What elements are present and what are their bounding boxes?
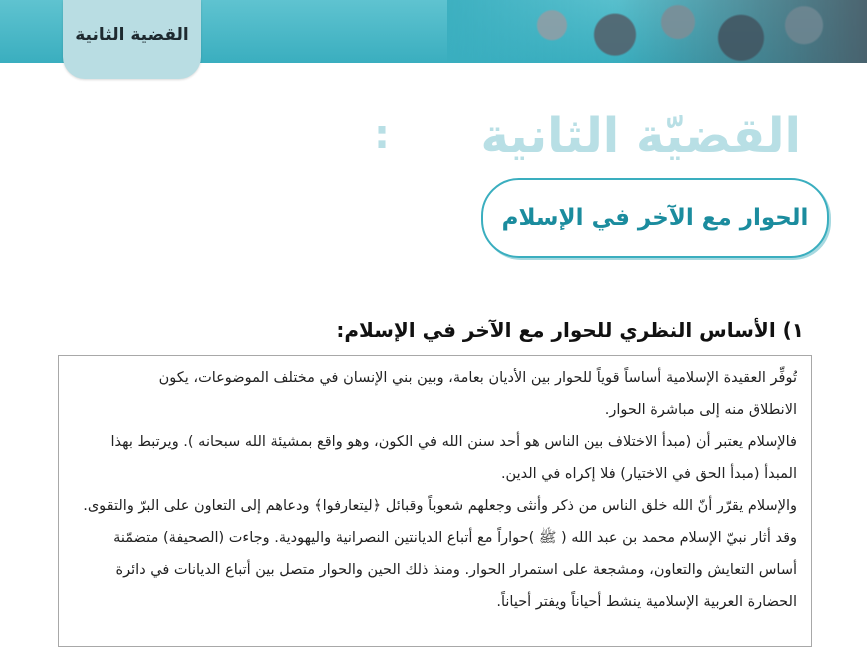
section-heading: ١) الأساس النظري للحوار مع الآخر في الإسلام: bbox=[336, 318, 804, 342]
chapter-tab-label: القضية الثانية bbox=[75, 24, 189, 45]
body-line: فالإسلام يعتبر أن (مبدأ الاختلاف بين الناس هو أحد سنن الله في الكون، وهو واقع بمشيئة الله سبحانه ). ويرتبط بهذا bbox=[110, 434, 797, 450]
chapter-subtitle-pill bbox=[481, 178, 829, 258]
body-line: وقد أثار نبيّ الإسلام محمد بن عبد الله ( ﷺ )حواراً مع أتباع الديانتين النصرانية واليهودية. وجاءت (الصحيفة) متضمّنة bbox=[113, 530, 797, 546]
chapter-tab bbox=[63, 0, 201, 79]
body-line: أساس التعايش والتعاون، ومشجعة على استمرار الحوار. ومنذ ذلك الحين والحوار متصل بين أتباع الديانات في دائرة bbox=[115, 562, 797, 578]
body-line: والإسلام يقرّر أنّ الله خلق الناس من ذكر وأنثى وجعلهم شعوباً وقبائل ﴿ليتعارفوا﴾ ودعاهم إلى التعاون على البرّ والتقوى. bbox=[83, 498, 797, 514]
chapter-subtitle: الحوار مع الآخر في الإسلام bbox=[501, 205, 809, 231]
body-line: الحضارة العربية الإسلامية ينشط أحياناً ويفتر أحياناً. bbox=[496, 594, 797, 610]
chapter-title-colon: : bbox=[374, 112, 390, 158]
body-line: المبدأ (مبدأ الحق في الاختيار) فلا إكراه في الدين. bbox=[500, 466, 797, 482]
chapter-title: القضيّة الثانية bbox=[480, 108, 801, 164]
body-line: تُوفِّر العقيدة الإسلامية أساساً قوياً للحوار بين الأديان بعامة، وبين بني الإنسان في مختلف الموضوعات، يكون bbox=[158, 370, 797, 386]
body-line: الانطلاق منه إلى مباشرة الحوار. bbox=[604, 402, 797, 418]
body-text-box bbox=[58, 355, 812, 647]
header-photo bbox=[447, 0, 867, 63]
